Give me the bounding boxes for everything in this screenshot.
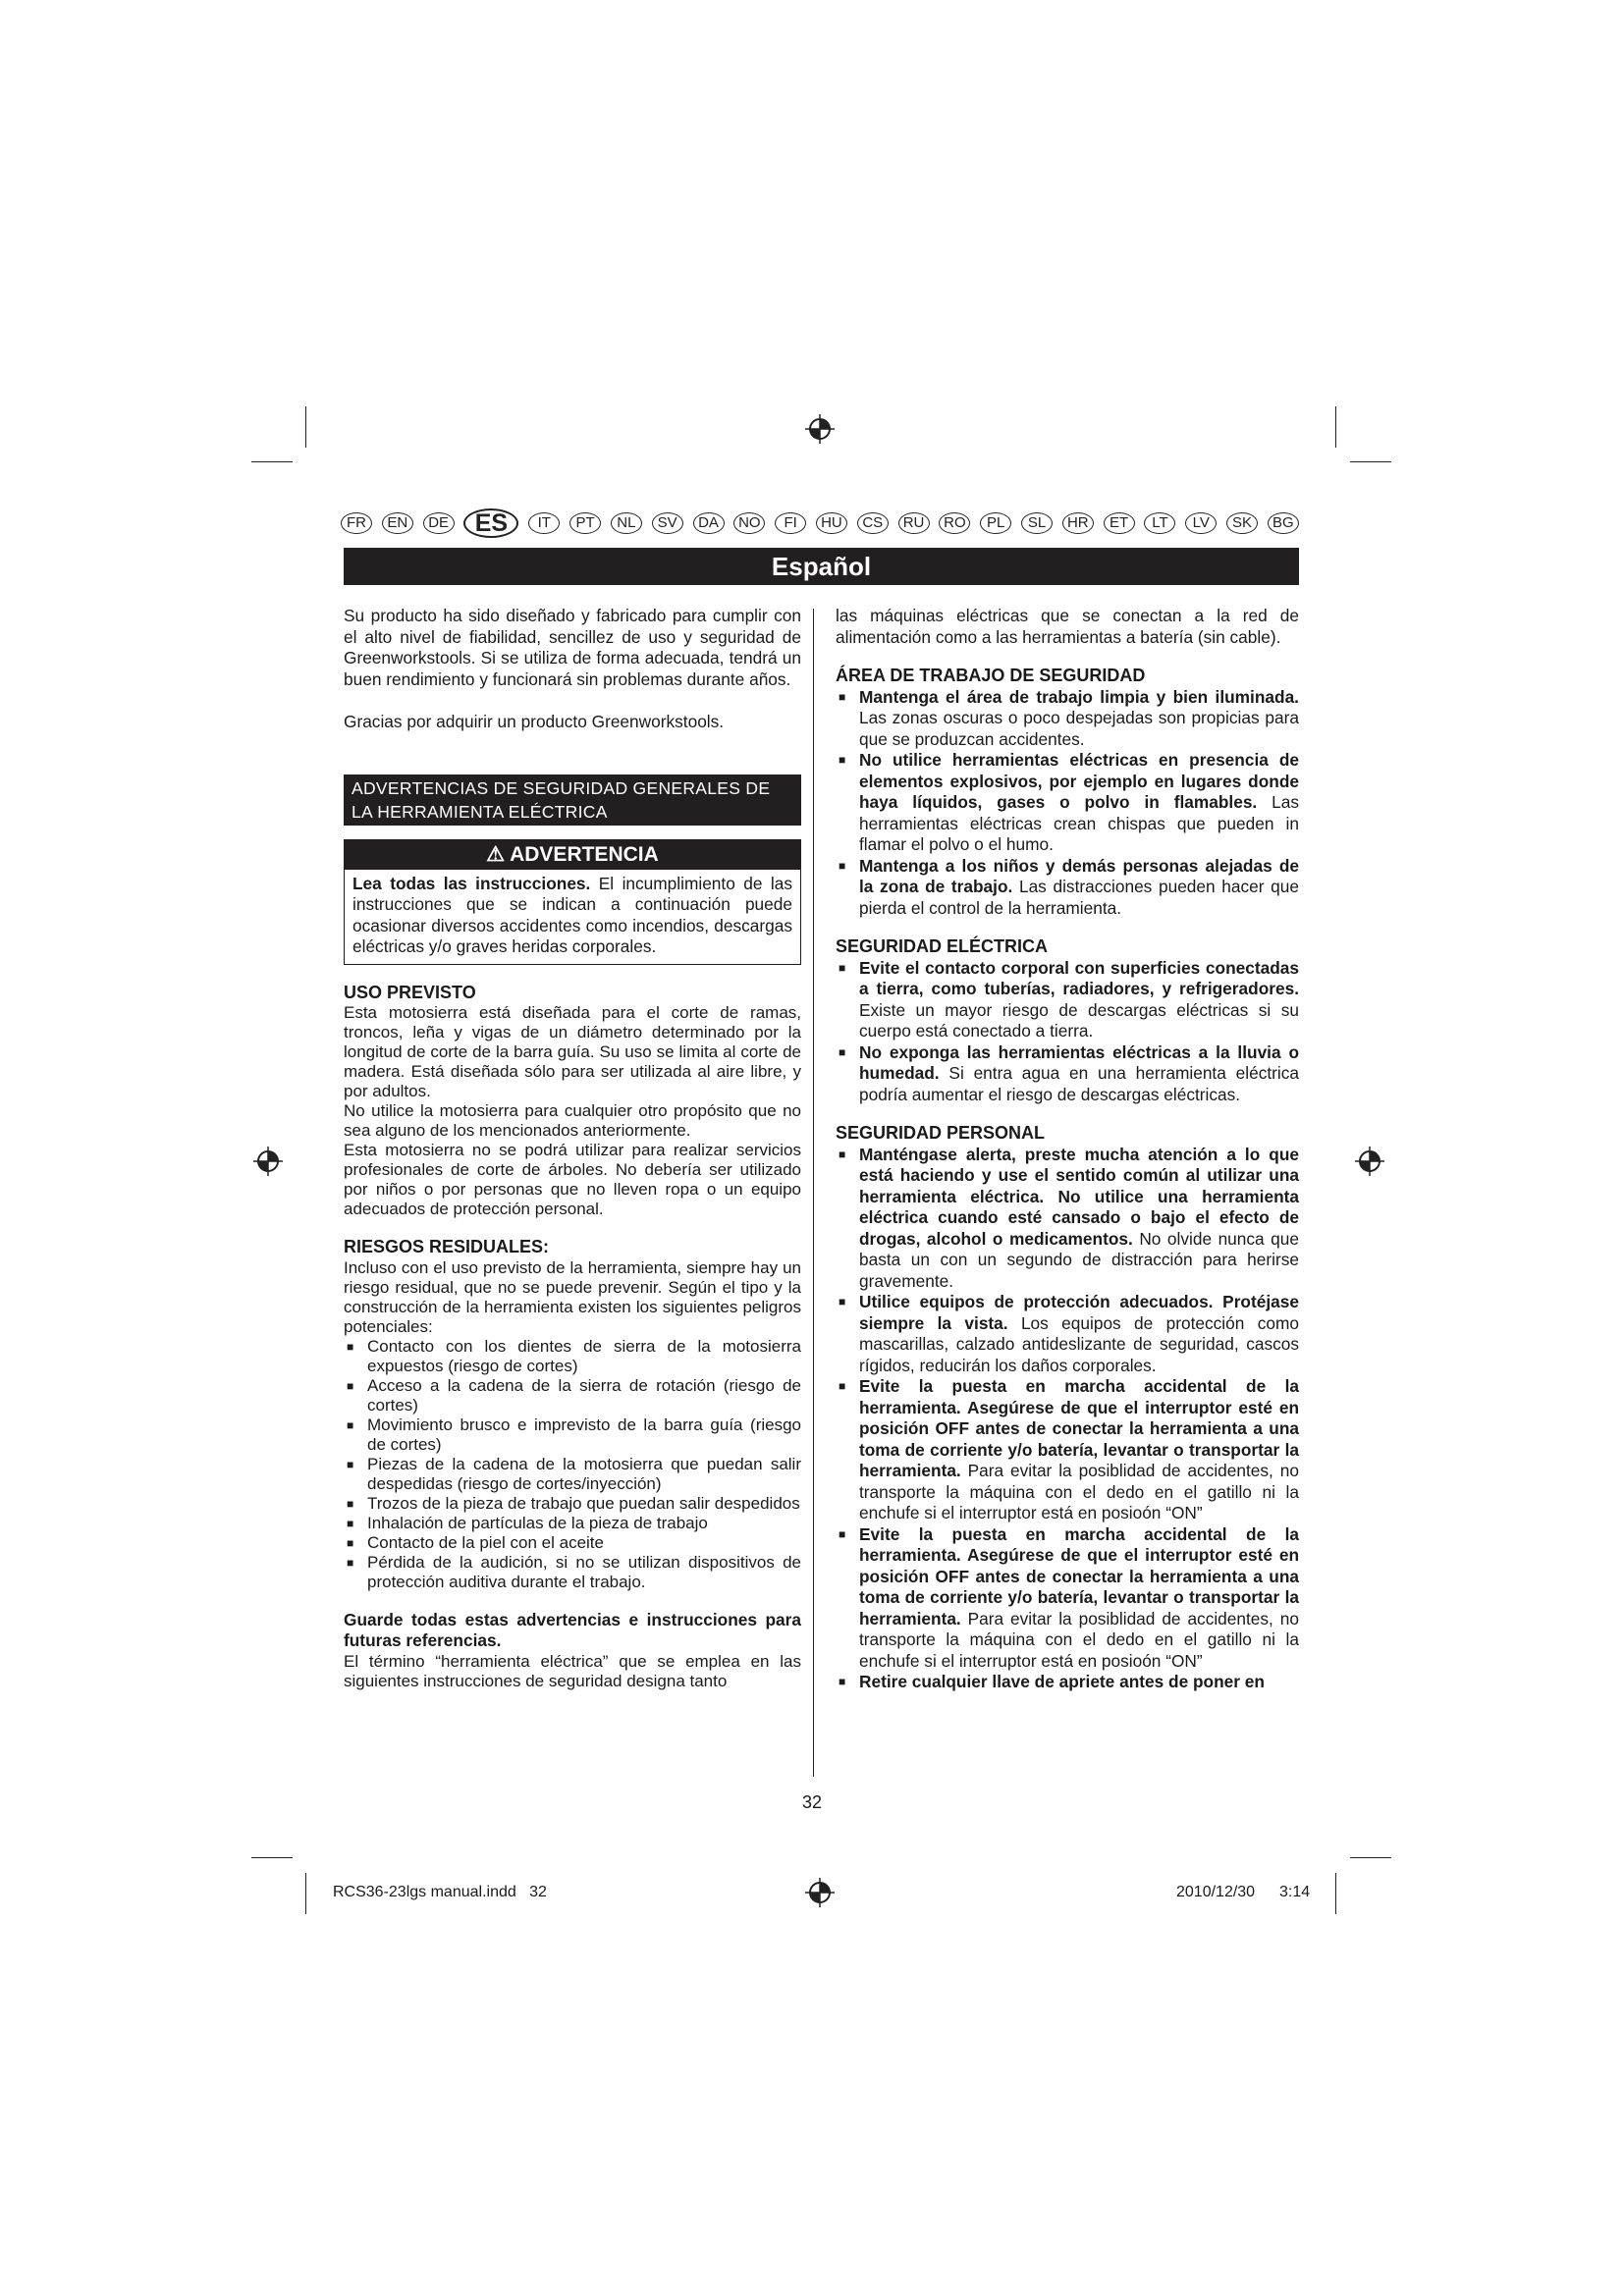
language-tab-pt: PT	[569, 512, 601, 534]
language-tab-da: DA	[693, 512, 725, 534]
crop-mark	[1350, 461, 1391, 462]
list-item: ■ Contacto con los dientes de sierra de la motosierra expuestos (riesgo de cortes)	[344, 1337, 801, 1376]
language-tab-en: EN	[382, 512, 413, 534]
language-tab-sl: SL	[1021, 512, 1053, 534]
riesgos-intro: Incluso con el uso previsto de la herramienta, siempre hay un riesgo residual, que no se puede prevenir. Según el tipo y la construcción de la herramienta existen los siguientes peligros potenciales:	[344, 1257, 801, 1336]
heading-seguridad-personal: SEGURIDAD PERSONAL	[836, 1123, 1046, 1143]
footer-time: 3:14	[1279, 1884, 1311, 1900]
crop-mark	[251, 1857, 293, 1858]
warning-title	[345, 840, 800, 870]
section-header-general-warnings: ADVERTENCIAS DE SEGURIDAD GENERALES DE LA HERRAMIENTA ELÉCTRICA	[344, 774, 801, 826]
list-item: ■ Movimiento brusco e imprevisto de la barra guía (riesgo de cortes)	[344, 1415, 801, 1455]
list-item: ■ No exponga las herramientas eléctricas a la lluvia o humedad. Si entra agua en una herramienta eléctrica podría aumentar el riesgo de descargas eléctricas.	[836, 1042, 1299, 1106]
registration-mark-icon	[805, 1878, 835, 1907]
crop-mark	[251, 461, 293, 462]
uso-paragraph-3: Esta motosierra no se podrá utilizar para realizar servicios profesionales de corte de árboles. No debería ser utilizado por niños o por personas que no lleven ropa o un equipo adecuados de protección personal.	[344, 1141, 801, 1218]
language-tab-de: DE	[423, 512, 455, 534]
language-tab-ru: RU	[898, 512, 930, 534]
language-tab-nl: NL	[611, 512, 642, 534]
list-item: ■ Evite la puesta en marcha accidental de la herramienta. Asegúrese de que el interruptor esté en posición OFF antes de conectar la herramienta a una toma de corriente y/o batería, levantar o transportar la herramienta. Para evitar la posiblidad de accidentes, no transporte la máquina con el dedo en el gatillo ni la enchufe si el interruptor está en posioón “ON”	[836, 1524, 1299, 1673]
personal-list	[836, 1145, 1299, 1693]
continuation-paragraph: las máquinas eléctricas que se conectan a la red de alimentación como a las herramientas a batería (sin cable).	[836, 606, 1299, 647]
crop-mark	[305, 406, 306, 448]
list-item: ■ Inhalación de partículas de la pieza de trabajo	[344, 1514, 801, 1533]
list-item: ■ Pérdida de la audición, si no se utilizan dispositivos de protección auditiva durante el trabajo.	[344, 1553, 801, 1592]
list-item: ■ Manténgase alerta, preste mucha atención a lo que está haciendo y use el sentido común al utilizar una herramienta eléctrica. No utilice una herramienta eléctrica cuando esté cansado o bajo el efecto de drogas, alcohol o medicamentos. No olvide nunca que basta un con un segundo de distracción para herirse gravemente.	[836, 1145, 1299, 1293]
list-item: ■ Piezas de la cadena de la motosierra que puedan salir despedidas (riesgo de cortes/inyección)	[344, 1455, 801, 1494]
language-tab-it: IT	[528, 512, 560, 534]
list-item: ■ Utilice equipos de protección adecuados. Protéjase siempre la vista. Los equipos de protección como mascarillas, calzado antideslizante de seguridad, cascos rígidos, reducirán los daños corporales.	[836, 1292, 1299, 1376]
language-tab-et: ET	[1104, 512, 1135, 534]
language-tab-ro: RO	[939, 512, 970, 534]
language-tab-lt: LT	[1144, 512, 1175, 534]
heading-seguridad-electrica: SEGURIDAD ELÉCTRICA	[836, 936, 1049, 956]
heading-area-trabajo: ÁREA DE TRABAJO DE SEGURIDAD	[836, 666, 1146, 685]
guarde-paragraph: Guarde todas estas advertencias e instrucciones para futuras referencias.	[344, 1609, 801, 1650]
crop-mark	[1350, 1857, 1391, 1858]
warning-box	[344, 839, 801, 965]
electrica-list	[836, 958, 1299, 1106]
language-tab-fi: FI	[775, 512, 806, 534]
language-tab-lv: LV	[1185, 512, 1217, 534]
heading-riesgos: RIESGOS RESIDUALES:	[344, 1237, 550, 1256]
list-item: ■ Evite el contacto corporal con superficies conectadas a tierra, como tuberías, radiadores, y refrigeradores. Existe un mayor riesgo de descargas eléctricas si su cuerpo está conectado a tierra.	[836, 958, 1299, 1042]
registration-mark-icon	[253, 1147, 283, 1176]
list-item: ■ Contacto de la piel con el aceite	[344, 1533, 801, 1553]
termino-paragraph: El término “herramienta eléctrica” que se emplea en las siguientes instrucciones de seguridad designa tanto	[344, 1651, 801, 1690]
left-column	[344, 606, 801, 1691]
language-tab-pl: PL	[980, 512, 1011, 534]
page-number: 32	[801, 1792, 823, 1812]
warning-body	[345, 870, 800, 964]
crop-mark	[1335, 406, 1336, 448]
area-list	[836, 687, 1299, 920]
right-column	[836, 606, 1299, 1693]
list-item: ■ Mantenga a los niños y demás personas alejadas de la zona de trabajo. Las distracciones pueden hacer que pierda el control de la herramienta.	[836, 856, 1299, 920]
crop-mark	[305, 1873, 306, 1914]
warning-lead: Lea todas las instrucciones.	[352, 873, 591, 893]
language-tab-sk: SK	[1226, 512, 1258, 534]
list-item: ■ No utilice herramientas eléctricas en presencia de elementos explosivos, por ejemplo en lugares donde haya líquidos, gases o polvo in flamables. Las herramientas eléctricas crean chispas que pueden in flamar el polvo o el humo.	[836, 750, 1299, 856]
list-item: ■ Retire cualquier llave de apriete antes de poner en	[836, 1672, 1299, 1693]
registration-mark-icon	[805, 414, 835, 444]
intro-paragraph: Su producto ha sido diseñado y fabricado para cumplir con el alto nivel de fiabilidad, sencillez de uso y seguridad de Greenworkstools. Si se utiliza de forma adecuada, tendrá un buen rendimiento y funcionará sin problemas durante años.	[344, 606, 801, 689]
thanks-paragraph: Gracias por adquirir un producto Greenworkstools.	[344, 712, 725, 731]
language-selector	[341, 507, 1299, 539]
uso-paragraph-1: Esta motosierra está diseñada para el corte de ramas, troncos, leña y vigas de un diámetro determinado por la longitud de corte de la barra guía. Su uso se limita al corte de madera. Está diseñada sólo para ser utilizada al aire libre, y por adultos.	[344, 1003, 801, 1100]
language-tab-es: ES	[463, 508, 518, 538]
registration-mark-icon	[1355, 1147, 1384, 1176]
footer-filename: RCS36-23lgs manual.indd 32	[333, 1884, 547, 1900]
language-tab-hr: HR	[1062, 512, 1094, 534]
crop-mark	[1335, 1873, 1336, 1914]
heading-uso-previsto: USO PREVISTO	[344, 982, 476, 1002]
list-item: ■ Evite la puesta en marcha accidental de la herramienta. Asegúrese de que el interruptor esté en posición OFF antes de conectar la herramienta a una toma de corriente y/o batería, levantar o transportar la herramienta. Para evitar la posiblidad de accidentes, no transporte la máquina con el dedo en el gatillo ni la enchufe si el interruptor está en posioón “ON”	[836, 1376, 1299, 1524]
footer-date: 2010/12/30	[1176, 1884, 1256, 1900]
page-title: Español	[344, 548, 1299, 585]
language-tab-hu: HU	[816, 512, 847, 534]
language-tab-bg: BG	[1268, 512, 1299, 534]
list-item: ■ Acceso a la cadena de la sierra de rotación (riesgo de cortes)	[344, 1376, 801, 1415]
warning-title-text: ADVERTENCIA	[510, 842, 659, 866]
column-divider	[813, 609, 814, 1777]
language-tab-no: NO	[733, 512, 765, 534]
language-tab-fr: FR	[341, 512, 372, 534]
riesgos-list	[344, 1337, 801, 1592]
uso-paragraph-2: No utilice la motosierra para cualquier otro propósito que no sea alguno de los mencionados anteriormente.	[344, 1101, 801, 1140]
warning-text: El incumplimiento de las instrucciones que se indican a continuación puede ocasionar diversos accidentes como incendios, descargas eléctricas y/o graves heridas corporales.	[352, 873, 792, 956]
list-item: ■ Trozos de la pieza de trabajo que puedan salir despedidos	[344, 1494, 801, 1514]
list-item: ■ Mantenga el área de trabajo limpia y bien iluminada. Las zonas oscuras o poco despejadas son propicias para que se produzcan accidentes.	[836, 687, 1299, 751]
language-tab-cs: CS	[857, 512, 889, 534]
language-tab-sv: SV	[652, 512, 683, 534]
warning-triangle-icon: ⚠	[486, 842, 506, 866]
